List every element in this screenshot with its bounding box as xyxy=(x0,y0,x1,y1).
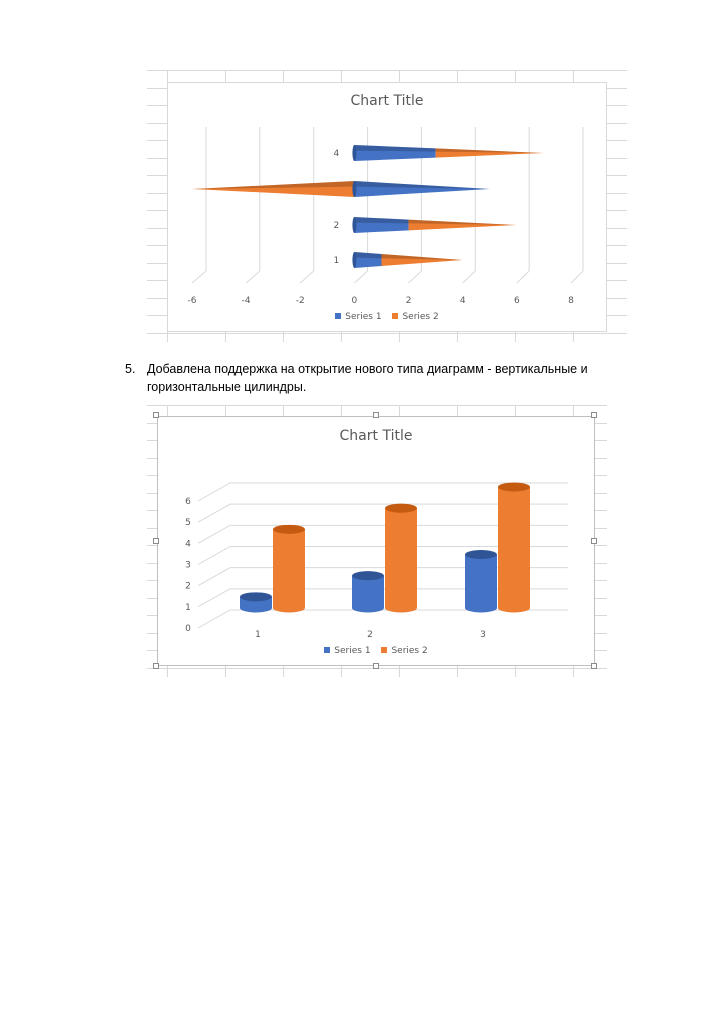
y-tick-label: 1 xyxy=(185,602,191,613)
y-tick-label: 2 xyxy=(333,221,340,231)
y-tick-label: 5 xyxy=(185,518,191,529)
cone-base xyxy=(352,252,356,268)
x-tick-label: -4 xyxy=(241,296,251,306)
list-number: 5. xyxy=(125,362,136,376)
legend-swatch-series-2 xyxy=(381,647,387,653)
x-tick-label: 6 xyxy=(513,296,520,306)
legend-label: Series 1 xyxy=(345,312,382,322)
legend-swatch-series-2 xyxy=(392,313,398,319)
legend-label: Series 2 xyxy=(391,646,428,656)
y-tick-label: 4 xyxy=(333,149,340,159)
legend-label: Series 2 xyxy=(402,312,439,322)
resize-handle-middle-right[interactable] xyxy=(591,538,597,544)
x-gridline-floor xyxy=(463,271,476,283)
legend-label: Series 1 xyxy=(334,646,371,656)
chart-title[interactable]: Chart Title xyxy=(350,93,424,109)
chart-legend[interactable] xyxy=(168,312,606,322)
x-tick-label: 2 xyxy=(405,296,412,306)
resize-handle-bottom-center[interactable] xyxy=(373,663,379,669)
cone-base xyxy=(352,181,356,197)
cylinder-body xyxy=(273,529,305,612)
cylinder-top xyxy=(352,571,384,580)
cylinder-top xyxy=(273,525,305,534)
y-gridline xyxy=(198,610,568,628)
cylinder-body xyxy=(385,508,417,612)
resize-handle-bottom-right[interactable] xyxy=(591,663,597,669)
cylinder-top xyxy=(240,592,272,601)
chart-legend[interactable] xyxy=(158,646,594,656)
x-gridline-floor xyxy=(517,271,529,283)
cone-chart[interactable] xyxy=(167,82,607,332)
chart-title[interactable]: Chart Title xyxy=(339,428,413,444)
sheet-row-line xyxy=(147,70,627,71)
y-tick-label: 0 xyxy=(185,624,191,634)
sheet-row-line xyxy=(147,405,607,406)
legend-swatch-series-1 xyxy=(324,647,330,653)
resize-handle-top-right[interactable] xyxy=(591,412,597,418)
cone-shade xyxy=(354,145,435,152)
y-tick-label: 3 xyxy=(185,560,191,571)
x-gridline-floor xyxy=(300,271,313,283)
y-tick-label: 6 xyxy=(185,497,191,507)
x-gridline-floor xyxy=(354,271,367,283)
x-gridline-floor xyxy=(571,271,583,283)
cone-base xyxy=(352,145,356,161)
y-tick-label: 1 xyxy=(333,256,340,266)
cone-shade xyxy=(354,217,408,223)
x-gridline-floor xyxy=(409,271,422,283)
y-tick-label: 2 xyxy=(185,581,191,592)
cylinder-chart-plot xyxy=(158,417,596,667)
x-tick-label: -2 xyxy=(295,296,305,306)
x-tick-label: 8 xyxy=(568,296,574,306)
resize-handle-top-center[interactable] xyxy=(373,412,379,418)
x-gridline-floor xyxy=(246,271,260,283)
cylinder-body xyxy=(352,576,384,613)
x-gridline-floor xyxy=(192,271,206,283)
cylinder-chart[interactable] xyxy=(157,416,595,666)
legend-item-series-2[interactable] xyxy=(381,646,427,656)
x-tick-label: 3 xyxy=(480,630,486,640)
cylinder-top xyxy=(465,550,497,559)
y-tick-label: 4 xyxy=(185,539,191,550)
x-tick-label: -6 xyxy=(187,296,197,306)
cone-chart-plot xyxy=(168,83,608,333)
x-tick-label: 4 xyxy=(459,296,466,306)
x-tick-label: 1 xyxy=(255,630,261,640)
x-tick-label: 2 xyxy=(367,630,373,640)
cylinder-body xyxy=(498,487,530,613)
cylinder-top xyxy=(498,483,530,492)
cone-base xyxy=(352,217,356,233)
legend-item-series-2[interactable] xyxy=(392,312,438,322)
cylinder-body xyxy=(465,555,497,613)
x-tick-label: 0 xyxy=(351,296,358,306)
legend-item-series-1[interactable] xyxy=(324,646,370,656)
cylinder-top xyxy=(385,504,417,513)
resize-handle-top-left[interactable] xyxy=(153,412,159,418)
resize-handle-middle-left[interactable] xyxy=(153,538,159,544)
legend-swatch-series-1 xyxy=(335,313,341,319)
legend-item-series-1[interactable] xyxy=(335,312,381,322)
resize-handle-bottom-left[interactable] xyxy=(153,663,159,669)
paragraph-text: Добавлена поддержка на открытие нового типа диаграмм - вертикальные и горизонтальные цилиндры. xyxy=(147,362,588,394)
